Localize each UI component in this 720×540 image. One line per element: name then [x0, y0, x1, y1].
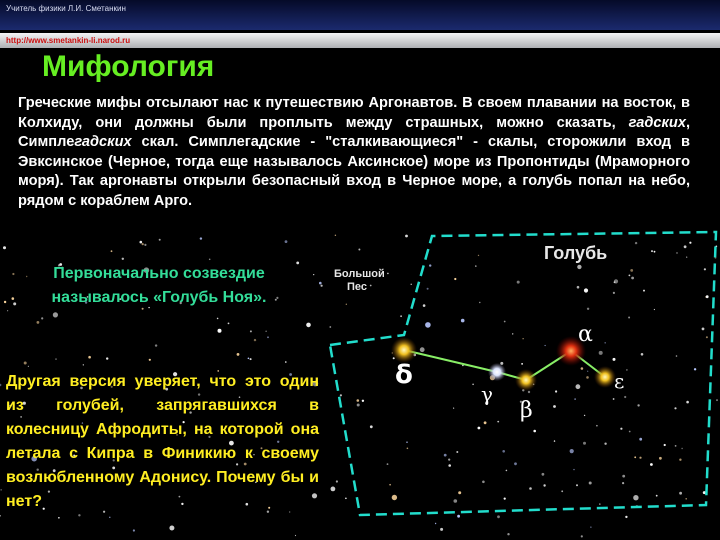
background-star: [482, 481, 485, 484]
background-star: [296, 262, 299, 265]
background-star: [313, 274, 314, 275]
background-star: [497, 421, 499, 423]
background-star: [362, 400, 364, 402]
background-star: [217, 318, 219, 320]
background-star: [0, 384, 1, 386]
background-star: [679, 492, 682, 495]
background-star: [622, 482, 624, 484]
background-star: [26, 276, 27, 277]
background-star: [587, 308, 589, 310]
intro-text-run: скал. Симплегадские - "сталкивающиеся" - скалы, сторожили вход в Эвксинское (Черное, тогда еще называлось Аксинское) море из Пропонтиды (Мраморного моря). Так аргонавты открыли безопасный вход в Черное море, а голубь попал на небо, рядом с кораблем Арго.: [18, 134, 690, 209]
background-star: [159, 239, 161, 241]
background-star: [689, 242, 691, 244]
background-star: [573, 469, 574, 470]
background-star: [444, 454, 447, 457]
background-star: [106, 357, 108, 359]
background-star: [400, 315, 402, 317]
background-star: [41, 317, 43, 319]
background-star: [570, 449, 574, 453]
background-star: [321, 285, 323, 287]
background-star: [545, 345, 546, 346]
background-star: [681, 448, 682, 449]
background-star: [694, 368, 696, 370]
background-star: [620, 428, 622, 430]
background-star: [306, 323, 311, 328]
background-star: [506, 470, 508, 472]
background-star: [512, 333, 513, 334]
background-star: [529, 487, 532, 490]
background-star: [454, 278, 456, 280]
background-star: [630, 269, 633, 272]
background-star: [639, 457, 641, 459]
star-label-delta: δ: [395, 360, 413, 390]
background-star: [502, 450, 505, 453]
background-star: [613, 358, 616, 361]
background-star: [596, 425, 598, 427]
background-star: [590, 527, 591, 528]
background-star: [155, 344, 157, 346]
background-star: [53, 312, 58, 317]
background-star: [228, 323, 230, 325]
noah-note: Первоначально созвездие называлось «Голубь Ноя».: [51, 265, 267, 306]
background-star: [24, 362, 27, 365]
background-star: [58, 517, 60, 519]
background-star: [599, 351, 603, 355]
background-star: [589, 482, 592, 485]
background-star: [453, 408, 454, 409]
background-star: [37, 321, 40, 324]
background-star: [200, 237, 202, 239]
background-star: [266, 331, 267, 332]
background-star: [583, 442, 586, 445]
background-star: [484, 421, 487, 424]
background-star: [55, 358, 56, 359]
background-star: [472, 384, 474, 386]
background-star: [357, 404, 360, 407]
background-star: [604, 443, 606, 445]
background-star: [392, 495, 397, 500]
neighbor-constellation-label: Большой Пес: [334, 268, 385, 293]
background-star: [448, 464, 451, 467]
background-star: [319, 282, 322, 285]
background-star: [405, 235, 408, 238]
background-star: [543, 484, 545, 486]
background-star: [576, 484, 578, 486]
star-beta: [515, 369, 537, 391]
background-star: [664, 444, 666, 446]
star-label-epsilon: ε: [614, 369, 625, 393]
background-star: [427, 288, 429, 290]
background-star: [686, 401, 689, 404]
star-label-gamma: γ: [481, 382, 493, 406]
background-star: [577, 265, 581, 269]
background-star: [633, 495, 638, 500]
background-star: [654, 251, 656, 253]
background-star: [542, 473, 545, 476]
background-star: [521, 363, 523, 365]
background-star: [0, 515, 1, 517]
star-gamma: [488, 363, 506, 381]
star-epsilon: [594, 366, 616, 388]
background-star: [587, 371, 588, 372]
background-star: [111, 250, 113, 252]
slide-title: Мифология: [42, 50, 215, 83]
background-star: [3, 246, 6, 249]
background-star: [456, 451, 458, 453]
background-star: [629, 275, 631, 277]
intro-text-run: Греческие мифы отсылают нас к путешествию Аргонавтов. В своем плавании на восток, в Колхиду, они должны были проплыть между страшных, можно сказать,: [18, 95, 690, 131]
background-star: [639, 438, 642, 441]
background-star: [285, 240, 288, 243]
background-star: [716, 399, 718, 401]
background-star: [629, 431, 631, 433]
background-star: [625, 516, 627, 518]
background-star: [637, 404, 639, 406]
background-star: [584, 415, 585, 416]
background-star: [267, 336, 269, 338]
background-star: [407, 448, 409, 450]
background-star: [370, 425, 373, 428]
background-star: [458, 491, 461, 494]
background-star: [357, 399, 360, 402]
background-star: [345, 498, 347, 500]
background-star: [144, 244, 146, 246]
background-star: [457, 515, 460, 518]
background-star: [614, 281, 616, 283]
background-star: [574, 398, 575, 399]
background-star: [122, 258, 124, 260]
background-star: [613, 292, 615, 294]
site-url[interactable]: http://www.smetankin-li.narod.ru: [6, 36, 131, 45]
background-star: [335, 235, 336, 236]
background-star: [78, 514, 80, 516]
background-star: [340, 394, 342, 396]
background-star: [88, 356, 91, 359]
background-star: [209, 259, 211, 261]
background-star: [523, 338, 524, 339]
intro-italic-run: гадских: [628, 114, 686, 131]
background-star: [133, 529, 135, 531]
background-star: [555, 390, 557, 392]
intro-italic-run: гадских: [74, 134, 132, 151]
background-star: [4, 301, 6, 303]
background-star: [561, 490, 563, 492]
background-star: [331, 487, 336, 492]
background-star: [528, 391, 530, 393]
background-star: [295, 535, 296, 536]
background-star: [149, 359, 151, 361]
background-star: [651, 250, 653, 252]
background-star: [109, 517, 110, 518]
background-star: [461, 319, 465, 323]
background-star: [346, 304, 347, 305]
background-star: [440, 528, 443, 531]
background-star: [237, 353, 240, 356]
background-star: [604, 342, 606, 344]
background-star: [425, 322, 431, 328]
background-star: [12, 273, 14, 275]
background-star: [406, 441, 408, 443]
background-star: [13, 302, 16, 305]
background-star: [423, 304, 426, 307]
background-star: [411, 284, 412, 285]
background-star: [628, 317, 630, 319]
constellation-label: Голубь: [544, 243, 608, 263]
background-star: [387, 463, 389, 465]
background-star: [581, 367, 584, 370]
background-star: [1, 489, 2, 490]
background-star: [478, 427, 481, 430]
background-star: [650, 463, 653, 466]
star-label-alpha: α: [578, 322, 593, 347]
background-star: [684, 245, 687, 248]
background-star: [475, 265, 477, 267]
background-star: [28, 366, 29, 367]
background-star: [635, 242, 637, 244]
background-star: [656, 495, 658, 497]
background-star: [336, 480, 338, 482]
background-star: [576, 384, 581, 389]
background-star: [624, 396, 626, 398]
background-star: [533, 430, 536, 433]
intro-paragraph: [18, 94, 690, 212]
background-star: [584, 288, 588, 292]
background-star: [254, 339, 256, 341]
background-star: [599, 503, 601, 505]
background-star: [641, 353, 644, 356]
background-star: [676, 355, 678, 357]
background-star: [706, 295, 709, 298]
background-star: [577, 286, 580, 289]
background-star: [706, 336, 708, 338]
background-star: [497, 515, 500, 518]
background-star: [169, 526, 174, 531]
background-star: [285, 361, 287, 363]
background-star: [686, 257, 687, 258]
background-star: [389, 484, 391, 486]
background-star: [631, 277, 634, 280]
background-star: [517, 281, 520, 284]
background-star: [358, 249, 360, 251]
background-star: [507, 533, 509, 535]
background-star: [250, 358, 252, 360]
background-star: [654, 309, 655, 310]
background-star: [586, 376, 589, 379]
background-star: [679, 459, 681, 461]
background-star: [218, 329, 222, 333]
background-star: [479, 302, 480, 303]
background-star: [553, 405, 556, 408]
background-star: [435, 523, 436, 524]
background-star: [12, 297, 15, 300]
background-star: [83, 364, 84, 365]
background-star: [581, 535, 583, 537]
background-star: [429, 264, 431, 266]
background-star: [7, 310, 8, 311]
background-star: [685, 498, 687, 500]
background-star: [248, 358, 250, 360]
intro-text-run: , Симпле: [18, 114, 690, 151]
background-star: [454, 499, 458, 503]
background-star: [659, 457, 662, 460]
background-star: [675, 445, 677, 447]
background-star: [613, 398, 615, 400]
background-star: [387, 273, 389, 275]
background-star: [634, 456, 636, 458]
background-star: [674, 407, 676, 409]
background-star: [504, 321, 506, 323]
background-star: [448, 459, 450, 461]
background-star: [704, 268, 706, 270]
background-star: [504, 498, 506, 500]
background-star: [676, 252, 677, 253]
figure-line-delta-gamma: [404, 350, 497, 372]
background-star: [702, 328, 705, 331]
background-star: [142, 243, 144, 245]
background-star: [514, 462, 517, 465]
teacher-credit: Учитель физики Л.И. Сметанкин: [6, 4, 126, 13]
other-version-text: Другая версия уверяет, что это один из голубей, запрягавшихся в колесницу Афродиты, на которой она летала с Кипра в Финикию к своему возлюбленному Адонису. Почему бы и нет?: [6, 373, 319, 510]
background-star: [478, 255, 479, 256]
background-star: [329, 326, 331, 328]
background-star: [622, 475, 625, 478]
background-star: [420, 347, 425, 352]
background-star: [643, 290, 645, 292]
star-label-beta: β: [520, 398, 533, 423]
background-star: [626, 369, 628, 371]
background-star: [554, 440, 555, 441]
background-star: [140, 241, 143, 244]
background-star: [250, 330, 252, 332]
